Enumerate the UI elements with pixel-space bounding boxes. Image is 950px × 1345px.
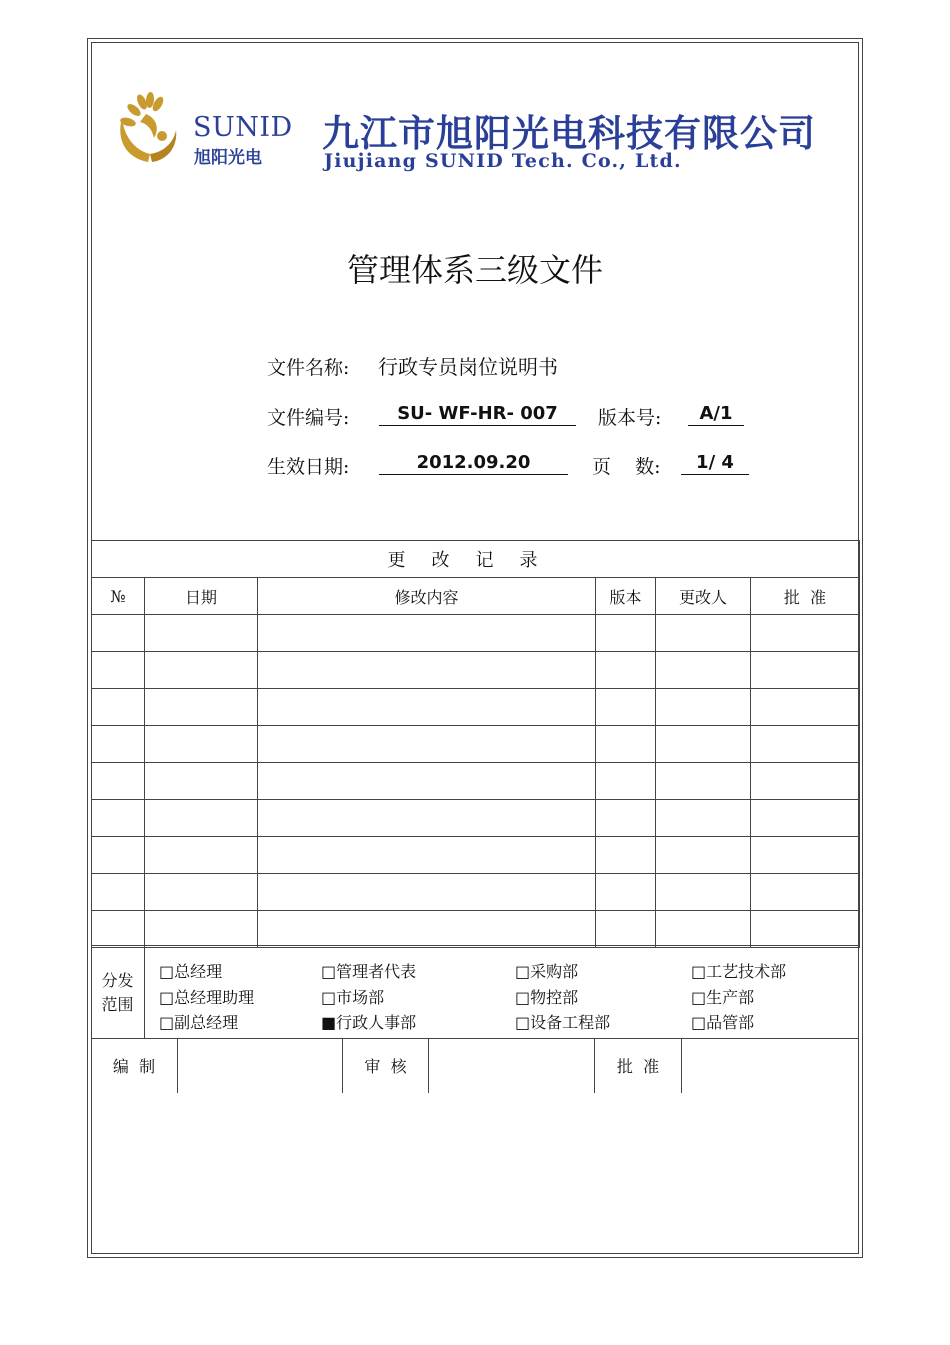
dist-production[interactable]: □生产部: [691, 988, 755, 1007]
column-header-date: 日期: [145, 578, 258, 615]
distribution-label-text: 分发范围: [101, 970, 134, 1014]
dist-material-control[interactable]: □物控部: [515, 988, 579, 1007]
cell-approve[interactable]: [751, 726, 860, 763]
cell-no[interactable]: [92, 837, 145, 874]
cell-no[interactable]: [92, 726, 145, 763]
effective-date-value: 2012.09.20: [379, 452, 568, 475]
cell-content[interactable]: [258, 763, 596, 800]
cell-no[interactable]: [92, 874, 145, 911]
cell-date[interactable]: [145, 837, 258, 874]
cell-date[interactable]: [145, 800, 258, 837]
cell-approve[interactable]: [751, 689, 860, 726]
cell-no[interactable]: [92, 763, 145, 800]
cell-version[interactable]: [596, 911, 656, 948]
cell-no[interactable]: [92, 689, 145, 726]
cell-approve[interactable]: [751, 652, 860, 689]
prepared-by-field[interactable]: [178, 1038, 342, 1093]
cell-date[interactable]: [145, 615, 258, 652]
column-header-version: 版本: [596, 578, 656, 615]
cell-changer[interactable]: [656, 652, 751, 689]
column-header-approve: 批 准: [751, 578, 860, 615]
cell-version[interactable]: [596, 689, 656, 726]
cell-version[interactable]: [596, 837, 656, 874]
cell-changer[interactable]: [656, 874, 751, 911]
cell-no[interactable]: [92, 911, 145, 948]
distribution-section: [91, 945, 859, 1039]
company-name-en: Jiujiang SUNID Tech. Co., Ltd.: [324, 150, 682, 172]
table-row: [92, 763, 860, 800]
file-number-label: 文件编号:: [267, 407, 350, 429]
cell-date[interactable]: [145, 763, 258, 800]
cell-approve[interactable]: [751, 911, 860, 948]
file-name-label: 文件名称:: [267, 357, 350, 379]
cell-changer[interactable]: [656, 615, 751, 652]
cell-version[interactable]: [596, 800, 656, 837]
cell-changer[interactable]: [656, 689, 751, 726]
cell-content[interactable]: [258, 689, 596, 726]
dist-marketing[interactable]: □市场部: [321, 988, 385, 1007]
dist-deputy-gm[interactable]: □副总经理: [159, 1013, 239, 1032]
version-label: 版本号:: [598, 407, 662, 429]
column-header-no: №: [92, 578, 145, 615]
dist-equipment-eng[interactable]: □设备工程部: [515, 1013, 611, 1032]
cell-content[interactable]: [258, 837, 596, 874]
effective-date-label: 生效日期:: [267, 456, 350, 478]
table-row: [92, 800, 860, 837]
cell-version[interactable]: [596, 763, 656, 800]
prepared-by-label: 编 制: [112, 1057, 156, 1076]
cell-version[interactable]: [596, 874, 656, 911]
cell-changer[interactable]: [656, 800, 751, 837]
dist-gm-assistant[interactable]: □总经理助理: [159, 988, 255, 1007]
cell-approve[interactable]: [751, 874, 860, 911]
file-name-value: 行政专员岗位说明书: [378, 355, 558, 379]
page-count-label: 页 数:: [592, 456, 661, 478]
cell-approve[interactable]: [751, 615, 860, 652]
table-row: [92, 726, 860, 763]
dist-general-manager[interactable]: □总经理: [159, 962, 223, 981]
table-row: [92, 911, 860, 948]
cell-content[interactable]: [258, 911, 596, 948]
sunid-logo-icon: [112, 92, 184, 170]
cell-approve[interactable]: [751, 763, 860, 800]
dist-quality[interactable]: □品管部: [691, 1013, 755, 1032]
cell-changer[interactable]: [656, 837, 751, 874]
cell-date[interactable]: [145, 726, 258, 763]
cell-content[interactable]: [258, 874, 596, 911]
table-row: [92, 837, 860, 874]
dist-purchasing[interactable]: □采购部: [515, 962, 579, 981]
cell-date[interactable]: [145, 689, 258, 726]
cell-changer[interactable]: [656, 726, 751, 763]
table-row: [92, 652, 860, 689]
table-row: [92, 874, 860, 911]
cell-approve[interactable]: [751, 800, 860, 837]
cell-version[interactable]: [596, 726, 656, 763]
dist-process-tech[interactable]: □工艺技术部: [691, 962, 787, 981]
file-number-value: SU- WF-HR- 007: [379, 403, 576, 426]
table-header-row: [92, 578, 860, 615]
cell-content[interactable]: [258, 652, 596, 689]
column-header-changer: 更改人: [656, 578, 751, 615]
cell-no[interactable]: [92, 652, 145, 689]
cell-changer[interactable]: [656, 763, 751, 800]
cell-version[interactable]: [596, 615, 656, 652]
reviewed-by-label: 审 核: [364, 1057, 407, 1076]
dist-management-rep[interactable]: □管理者代表: [321, 962, 417, 981]
cell-version[interactable]: [596, 652, 656, 689]
cell-no[interactable]: [92, 800, 145, 837]
approved-by-field[interactable]: [682, 1038, 859, 1093]
brand-name-cn: 旭阳光电: [194, 148, 262, 168]
dist-admin-hr[interactable]: ■行政人事部: [321, 1013, 417, 1032]
company-name-cn: 九江市旭阳光电科技有限公司: [322, 111, 816, 155]
cell-no[interactable]: [92, 615, 145, 652]
cell-content[interactable]: [258, 800, 596, 837]
column-header-content: 修改内容: [258, 578, 596, 615]
cell-content[interactable]: [258, 615, 596, 652]
cell-approve[interactable]: [751, 837, 860, 874]
signoff-row: [91, 1038, 859, 1093]
cell-date[interactable]: [145, 652, 258, 689]
cell-date[interactable]: [145, 911, 258, 948]
cell-date[interactable]: [145, 874, 258, 911]
version-value: A/1: [688, 403, 744, 426]
change-record-title: 更改记录: [92, 541, 860, 578]
change-record-table: [91, 540, 860, 948]
reviewed-by-field[interactable]: [429, 1038, 594, 1093]
table-row: [92, 615, 860, 652]
approved-by-label: 批 准: [616, 1057, 660, 1076]
page-count-value: 1/ 4: [681, 452, 749, 475]
cell-content[interactable]: [258, 726, 596, 763]
table-row: [92, 689, 860, 726]
distribution-label: [91, 946, 145, 1039]
cell-changer[interactable]: [656, 911, 751, 948]
document-title: 管理体系三级文件: [346, 251, 603, 289]
brand-name-en: SUNID: [193, 112, 293, 143]
